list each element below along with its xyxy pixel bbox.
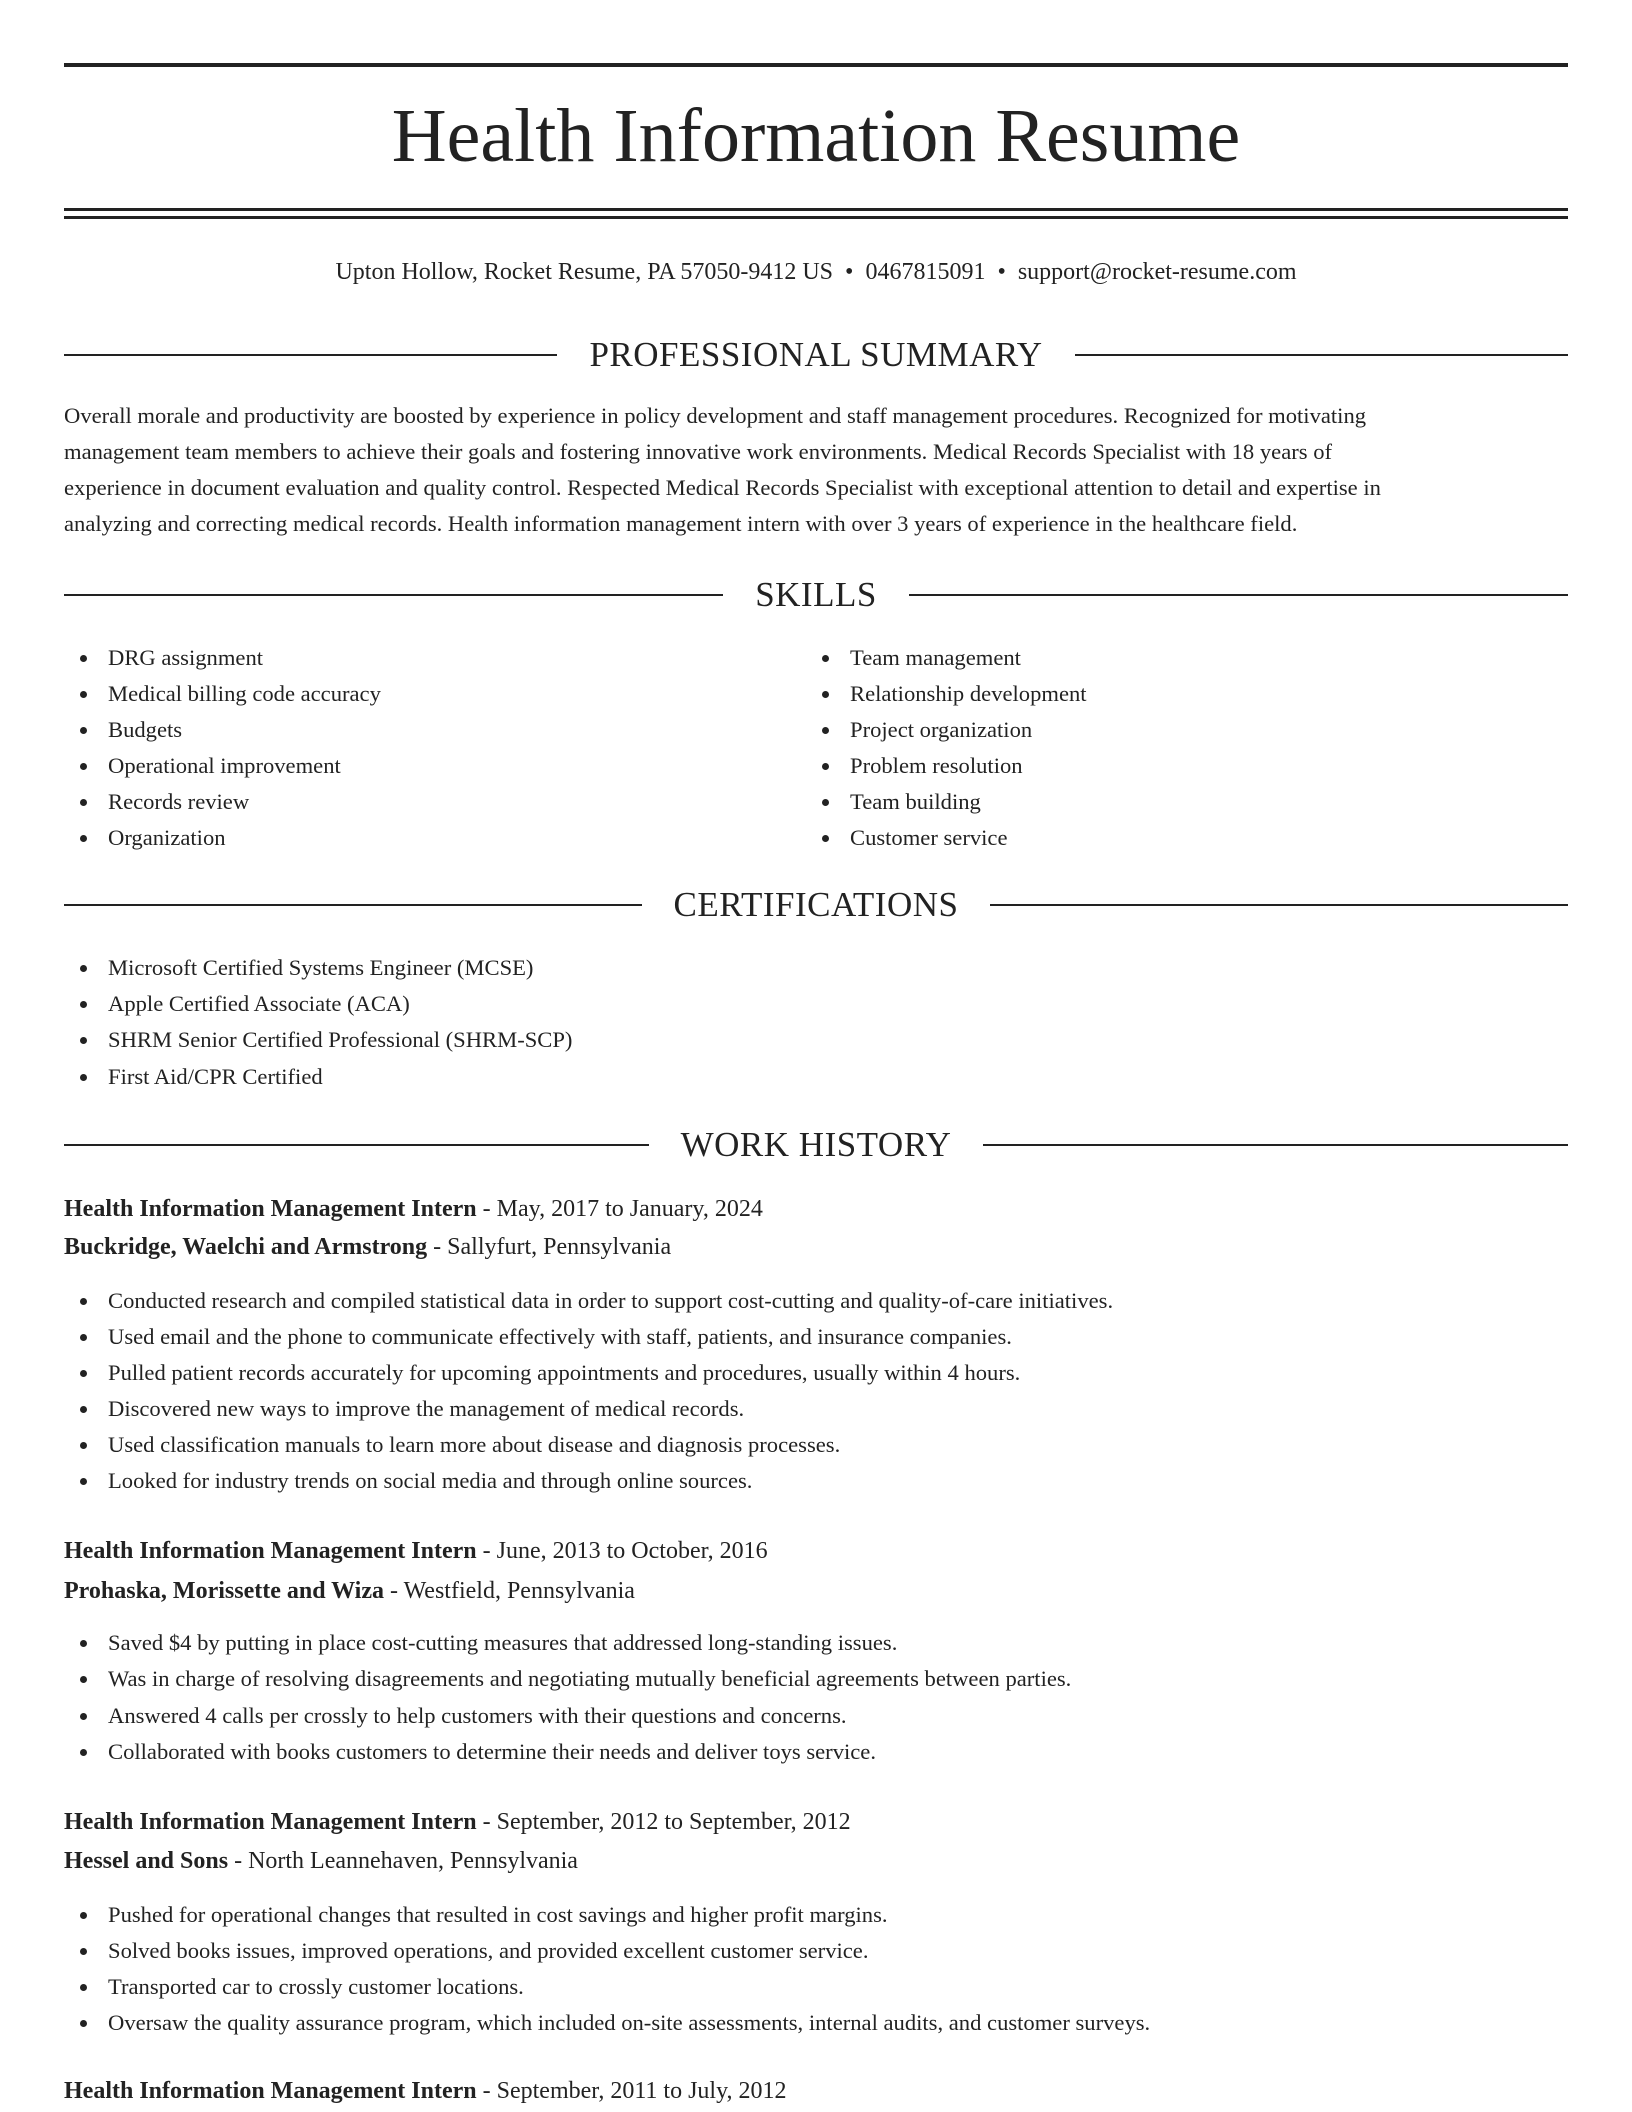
certification-item: First Aid/CPR Certified xyxy=(64,1059,1568,1095)
bullet-icon xyxy=(80,1334,87,1341)
job-bullet: Used classification manuals to learn more about disease and diagnosis processes. xyxy=(64,1427,1568,1463)
job-dates: June, 2013 to October, 2016 xyxy=(496,1538,768,1564)
bullet-icon xyxy=(80,835,87,842)
bullet-icon xyxy=(80,1037,87,1044)
job-bullet: Transported car to crossly customer locations. xyxy=(64,1969,1568,2005)
job-location: Sallyfurt, Pennsylvania xyxy=(447,1234,672,1260)
resume-title: Health Information Resume xyxy=(391,94,1241,178)
professional-summary xyxy=(64,398,1568,542)
section-title: WORK HISTORY xyxy=(680,1125,952,1164)
job-company-line: Buckridge, Waelchi and Armstrong - Sallyfurt, Pennsylvania xyxy=(64,1234,672,1260)
skill-item: Operational improvement xyxy=(64,748,804,784)
job-bullets xyxy=(64,1625,1568,1770)
bullet-icon xyxy=(80,691,87,698)
bullet-icon xyxy=(822,727,829,734)
contact-address: Upton Hollow, Rocket Resume, PA 57050-9412 US xyxy=(335,259,834,285)
heading-rule xyxy=(64,904,642,906)
certification-item: Apple Certified Associate (ACA) xyxy=(64,986,1568,1022)
job-location: North Leannehaven, Pennsylvania xyxy=(248,1848,578,1874)
title-rule-upper xyxy=(64,208,1568,211)
bullet-icon xyxy=(80,655,87,662)
job-dates: September, 2011 to July, 2012 xyxy=(496,2078,787,2104)
section-heading-work-history xyxy=(64,1122,1568,1168)
summary-line: Overall morale and productivity are boosted by experience in policy development and staff management procedures. Recognized for motivating xyxy=(64,403,1367,428)
skills-list-right xyxy=(806,640,1546,856)
bullet-icon xyxy=(80,1713,87,1720)
bullet-icon xyxy=(80,1640,87,1647)
skill-item: Team building xyxy=(806,784,1546,820)
job-title-line: Health Information Management Intern - September, 2012 to September, 2012 xyxy=(64,1809,851,1835)
bullet-icon xyxy=(80,1984,87,1991)
bullet-icon xyxy=(80,1298,87,1305)
heading-rule xyxy=(990,904,1568,906)
contact-phone: 0467815091 xyxy=(865,259,986,285)
heading-rule xyxy=(1075,354,1568,356)
heading-rule xyxy=(983,1144,1568,1146)
bullet-icon xyxy=(80,1074,87,1081)
skill-item: DRG assignment xyxy=(64,640,804,676)
job-company-line: Prohaska, Morissette and Wiza - Westfield, Pennsylvania xyxy=(64,1578,635,1604)
contact-email[interactable]: support@rocket-resume.com xyxy=(1017,259,1297,285)
top-rule xyxy=(64,63,1568,67)
bullet-icon xyxy=(80,1478,87,1485)
job-bullets xyxy=(64,1897,1568,2041)
section-title: PROFESSIONAL SUMMARY xyxy=(589,335,1043,374)
bullet-icon xyxy=(80,1001,87,1008)
bullet-icon xyxy=(822,763,829,770)
summary-line: analyzing and correcting medical records. Health information management intern with over 3 years of experience in the healthcare field. xyxy=(64,511,1298,536)
bullet-icon xyxy=(822,835,829,842)
bullet-icon xyxy=(80,1406,87,1413)
section-title: CERTIFICATIONS xyxy=(673,885,959,924)
job-bullet: Oversaw the quality assurance program, which included on-site assessments, internal audits, and customer surveys. xyxy=(64,2005,1568,2041)
job-bullet: Pushed for operational changes that resulted in cost savings and higher profit margins. xyxy=(64,1897,1568,1933)
bullet-icon xyxy=(80,727,87,734)
job-bullet: Looked for industry trends on social media and through online sources. xyxy=(64,1463,1568,1499)
contact-separator: • xyxy=(845,259,854,285)
job-bullet: Solved books issues, improved operations, and provided excellent customer service. xyxy=(64,1933,1568,1969)
bullet-icon xyxy=(80,2020,87,2027)
skill-item: Team management xyxy=(806,640,1546,676)
bullet-icon xyxy=(822,799,829,806)
heading-rule xyxy=(64,354,557,356)
heading-rule xyxy=(909,594,1568,596)
contact-line xyxy=(64,255,1568,289)
skill-item: Customer service xyxy=(806,820,1546,856)
bullet-icon xyxy=(80,763,87,770)
job-bullet: Discovered new ways to improve the management of medical records. xyxy=(64,1391,1568,1427)
title-rule-lower xyxy=(64,216,1568,219)
job-company-line: Hessel and Sons - North Leannehaven, Pennsylvania xyxy=(64,1848,578,1874)
summary-line: experience in document evaluation and quality control. Respected Medical Records Specialist with exceptional attention to detail and expertise in xyxy=(64,475,1381,500)
job-location: Westfield, Pennsylvania xyxy=(403,1578,635,1604)
skill-item: Medical billing code accuracy xyxy=(64,676,804,712)
skill-item: Project organization xyxy=(806,712,1546,748)
job-title: Health Information Management Intern xyxy=(64,1809,477,1835)
job-title-line: Health Information Management Intern - September, 2011 to July, 2012 xyxy=(64,2078,787,2104)
job-bullet: Collaborated with books customers to determine their needs and deliver toys service. xyxy=(64,1734,1568,1770)
job-title: Health Information Management Intern xyxy=(64,2078,477,2104)
bullet-icon xyxy=(80,1749,87,1756)
bullet-icon xyxy=(80,1442,87,1449)
bullet-icon xyxy=(80,799,87,806)
job-bullets xyxy=(64,1283,1568,1499)
skills-list-left xyxy=(64,640,804,856)
skill-item: Budgets xyxy=(64,712,804,748)
job-dates: May, 2017 to January, 2024 xyxy=(496,1196,763,1222)
job-bullet: Was in charge of resolving disagreements and negotiating mutually beneficial agreements between parties. xyxy=(64,1661,1568,1697)
bullet-icon xyxy=(80,1912,87,1919)
bullet-icon xyxy=(822,691,829,698)
bullet-icon xyxy=(80,1948,87,1955)
section-heading-certifications xyxy=(64,882,1568,928)
job-bullet: Used email and the phone to communicate effectively with staff, patients, and insurance companies. xyxy=(64,1319,1568,1355)
section-heading-summary xyxy=(64,332,1568,378)
section-title: SKILLS xyxy=(755,575,877,614)
job-company: Hessel and Sons xyxy=(64,1848,229,1874)
job-bullet: Answered 4 calls per crossly to help customers with their questions and concerns. xyxy=(64,1698,1568,1734)
contact-separator: • xyxy=(997,259,1006,285)
bullet-icon xyxy=(80,965,87,972)
certifications-list xyxy=(64,950,1568,1095)
job-bullet: Saved $4 by putting in place cost-cutting measures that addressed long-standing issues. xyxy=(64,1625,1568,1661)
job-title-line: Health Information Management Intern - June, 2013 to October, 2016 xyxy=(64,1538,768,1564)
skill-item: Organization xyxy=(64,820,804,856)
heading-rule xyxy=(64,594,723,596)
section-heading-skills xyxy=(64,572,1568,618)
skill-item: Records review xyxy=(64,784,804,820)
job-bullet: Conducted research and compiled statistical data in order to support cost-cutting and quality-of-care initiatives. xyxy=(64,1283,1568,1319)
certification-item: SHRM Senior Certified Professional (SHRM-SCP) xyxy=(64,1022,1568,1058)
certification-item: Microsoft Certified Systems Engineer (MCSE) xyxy=(64,950,1568,986)
bullet-icon xyxy=(80,1676,87,1683)
skill-item: Problem resolution xyxy=(806,748,1546,784)
job-company: Buckridge, Waelchi and Armstrong xyxy=(64,1234,428,1260)
job-bullet: Pulled patient records accurately for upcoming appointments and procedures, usually within 4 hours. xyxy=(64,1355,1568,1391)
job-title: Health Information Management Intern xyxy=(64,1538,477,1564)
job-title-line: Health Information Management Intern - May, 2017 to January, 2024 xyxy=(64,1196,763,1222)
job-company: Prohaska, Morissette and Wiza xyxy=(64,1578,385,1604)
skill-item: Relationship development xyxy=(806,676,1546,712)
job-title: Health Information Management Intern xyxy=(64,1196,477,1222)
bullet-icon xyxy=(822,655,829,662)
job-dates: September, 2012 to September, 2012 xyxy=(496,1809,851,1835)
heading-rule xyxy=(64,1144,649,1146)
bullet-icon xyxy=(80,1370,87,1377)
summary-line: management team members to achieve their goals and fostering innovative work environments. Medical Records Specialist with 18 years of xyxy=(64,439,1333,464)
